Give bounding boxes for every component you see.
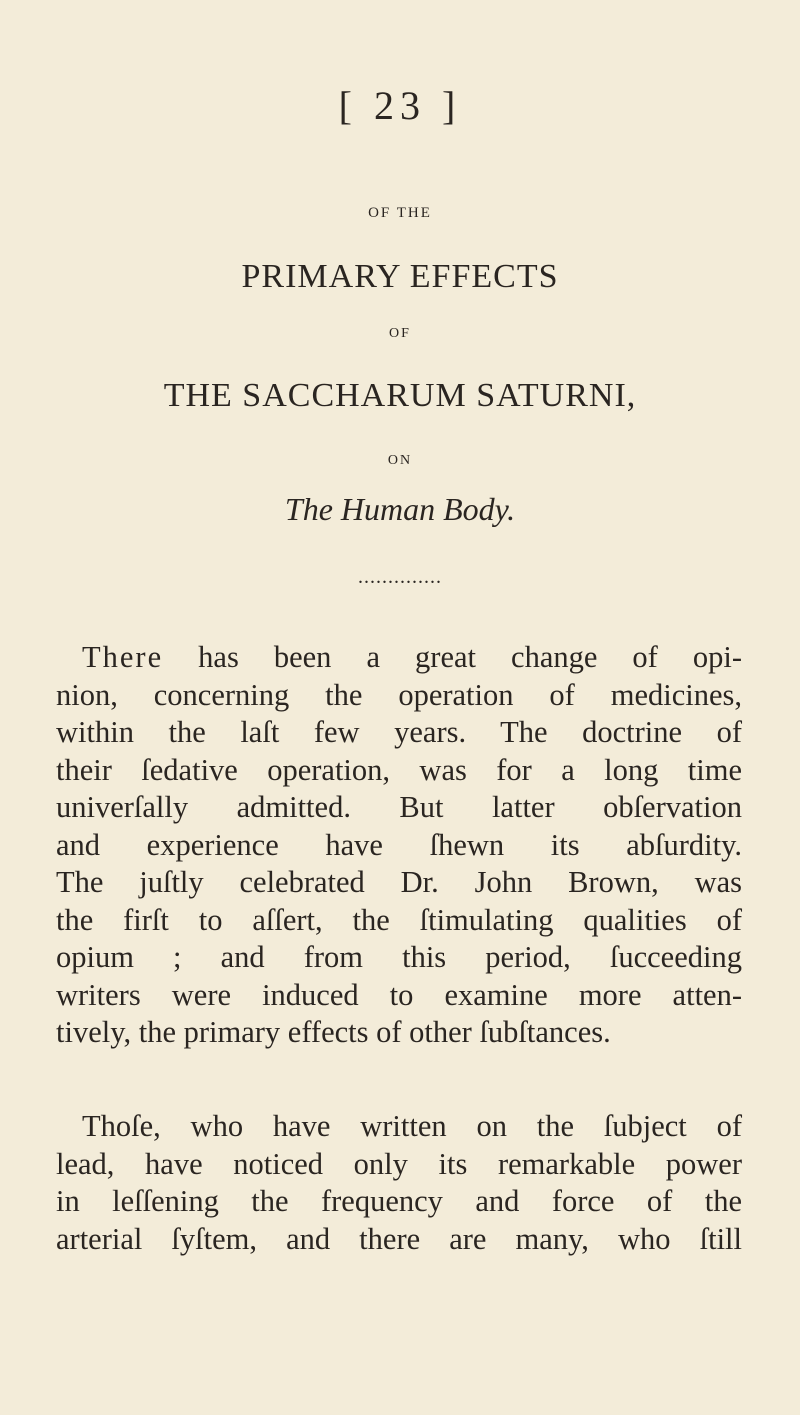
paragraph-line: writers were induced to examine more atten- xyxy=(56,977,742,1012)
paragraph-line: opium ; and from this period, ſucceeding xyxy=(56,940,742,974)
heading-of: OF xyxy=(389,326,411,341)
paragraph-line: lead, have noticed only its remarkable power xyxy=(56,1146,742,1181)
paragraph-line: Thoſe, who have written on the ſubject of xyxy=(82,1109,742,1143)
paragraph-line: within the laſt few years. The doctrine of xyxy=(56,715,742,749)
heading-on: ON xyxy=(387,453,413,468)
page-number: [ 23 ] xyxy=(338,83,462,128)
paragraph-line: nion, concerning the operation of medicines, xyxy=(56,677,742,712)
paragraph-2 xyxy=(56,1108,742,1258)
paragraph-line: tively, the primary effects of other ſubſtances. xyxy=(56,1015,611,1049)
paragraph-line: their ſedative operation, was for a long time xyxy=(56,752,742,787)
subtitle-human-body: The Human Body. xyxy=(284,491,516,527)
title-primary-effects: PRIMARY EFFECTS xyxy=(241,258,559,295)
paragraph-line: and experience have ſhewn its abſurdity. xyxy=(56,827,742,862)
paragraph-1 xyxy=(56,639,742,1052)
paragraph-line: the firſt to aſſert, the ſtimulating qualities of xyxy=(56,902,742,937)
paragraph-line: arterial ſyſtem, and there are many, who ſtill xyxy=(56,1221,742,1256)
paragraph-line: There has been a great change of opi- xyxy=(82,640,742,674)
paragraph-line: The juſtly celebrated Dr. John Brown, was xyxy=(56,865,742,899)
drop-word-there: There xyxy=(82,640,164,674)
heading-of-the: OF THE xyxy=(368,205,432,221)
ornamental-divider: .............. xyxy=(358,566,442,588)
paragraph-line: in leſſening the frequency and force of the xyxy=(56,1184,742,1218)
paragraph-line: univerſally admitted. But latter obſervation xyxy=(56,790,742,824)
title-saccharum-saturni: THE SACCHARUM SATURNI, xyxy=(163,377,637,414)
